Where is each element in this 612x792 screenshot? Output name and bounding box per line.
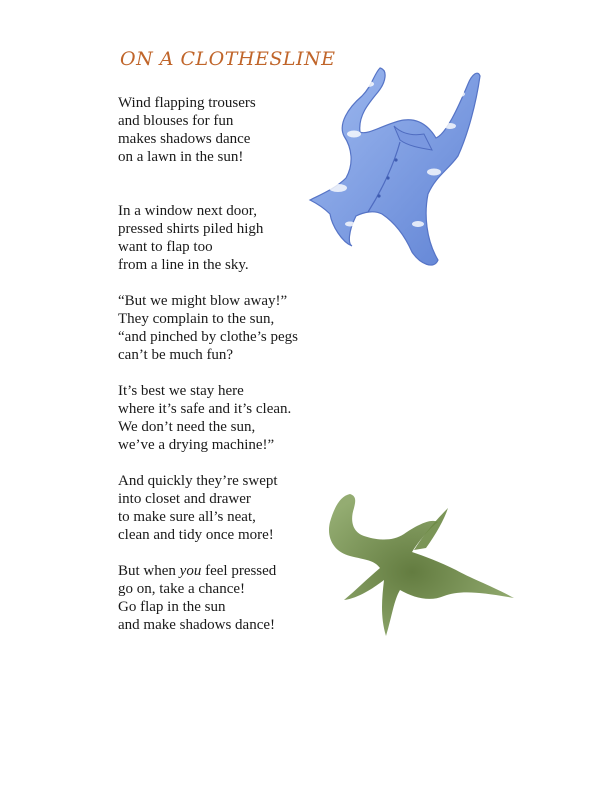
poem-line: go on, take a chance! [118, 581, 246, 597]
poem-line: from a line in the sky. [118, 257, 249, 273]
poem-line: and blouses for fun [118, 113, 234, 129]
stanza-2 [118, 202, 263, 274]
stanza-1 [118, 94, 256, 166]
poem-line: where it’s safe and it’s clean. [118, 401, 292, 417]
poem-line: Go flap in the sun [118, 599, 226, 615]
poem-line: We don’t need the sun, [118, 419, 256, 435]
line-text: But when [118, 563, 180, 579]
poem-line [118, 562, 276, 580]
poem-line: “and pinched by clothe’s pegs [118, 329, 298, 345]
flapping-shirt-illustration [308, 64, 482, 270]
poem-line: makes shadows dance [118, 131, 251, 147]
shadow-shape [329, 494, 514, 636]
poem-title: ON A CLOTHESLINE [120, 48, 336, 70]
stanza-4 [118, 382, 291, 454]
poem-line: “But we might blow away!” [118, 293, 288, 309]
shirt-body [310, 68, 480, 265]
poem-line: In a window next door, [118, 203, 257, 219]
poem-line: and make shadows dance! [118, 617, 276, 633]
emphasized-word: you [179, 563, 202, 579]
poem-line: want to flap too [118, 239, 213, 255]
stanza-3 [118, 292, 298, 364]
poem-line: clean and tidy once more! [118, 527, 274, 543]
line-text: feel pressed [201, 563, 277, 579]
stanza-5 [118, 472, 278, 544]
stanza-6 [118, 562, 276, 634]
poem-line: into closet and drawer [118, 491, 251, 507]
poem-line: pressed shirts piled high [118, 221, 264, 237]
poem-line: It’s best we stay here [118, 383, 244, 399]
poem-line: And quickly they’re swept [118, 473, 278, 489]
poem-line: we’ve a drying machine!” [118, 437, 275, 453]
poem-line: can’t be much fun? [118, 347, 234, 363]
poem-line: They complain to the sun, [118, 311, 275, 327]
poem-line: on a lawn in the sun! [118, 149, 244, 165]
poem-line: to make sure all’s neat, [118, 509, 256, 525]
poem-line: Wind flapping trousers [118, 95, 256, 111]
shirt-shadow-illustration [320, 490, 516, 638]
